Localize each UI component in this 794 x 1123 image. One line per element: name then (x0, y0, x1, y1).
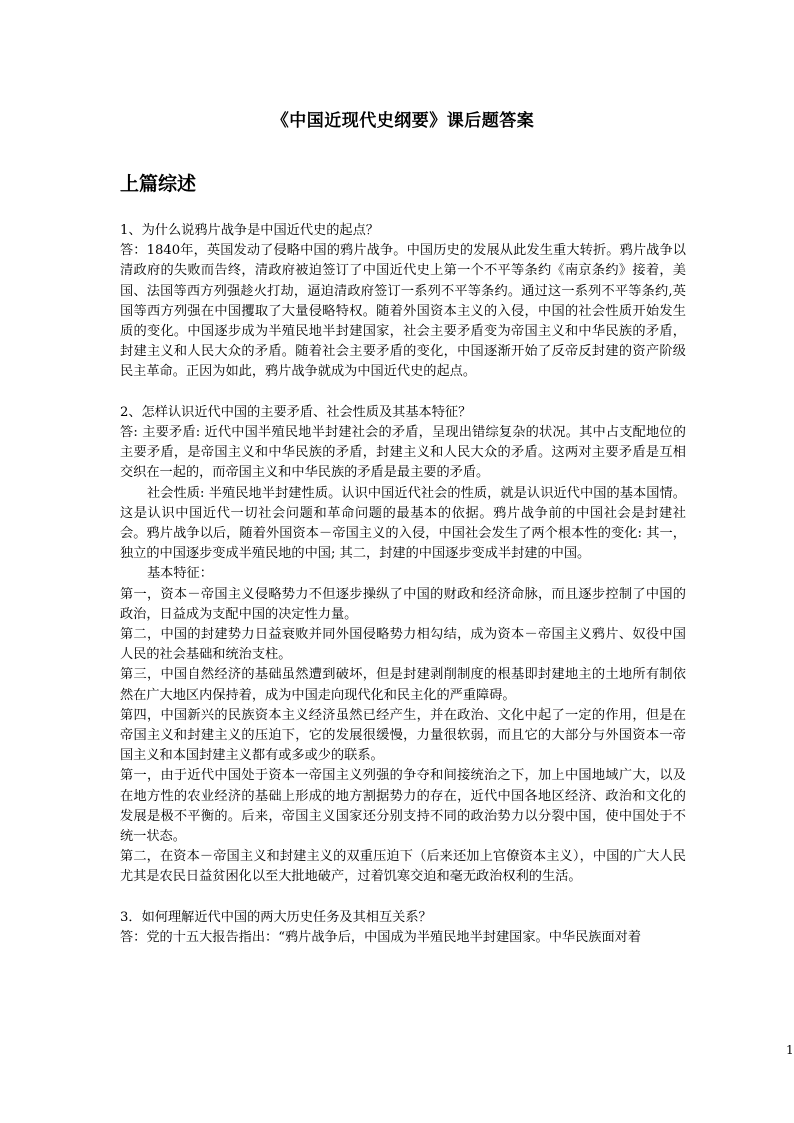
answer-2-social-nature: 社会性质: 半殖民地半封建性质。认识中国近代社会的性质，就是认识近代中国的基本国情。这是认识中国近代一切社会问题和革命问题的最基本的依据。鸦片战争前的中国社会是封建社会。鸦片战争以后，随着外国资本－帝国主义的入侵，中国社会发生了两个根本性的变化: 其一，独立的中国逐步变成半殖民地的中国; 其二，封建的中国逐步变成半封建的中国。 (120, 485, 686, 562)
feature-item: 第三，中国自然经济的基础虽然遭到破坏，但是封建剥削制度的根基即封建地主的土地所有制依然在广大地区内保持着，成为中国走向现代化和民主化的严重障碍。 (120, 667, 686, 703)
question-1: 1、为什么说鸦片战争是中国近代史的起点？ (120, 223, 379, 238)
feature-item: 第四，中国新兴的民族资本主义经济虽然已经产生，并在政治、文化中起了一定的作用，但是在帝国主义和封建主义的压迫下，它的发展很缓慢，力量很软弱，而且它的大部分与外国资本一帝国主义和本国封建主义都有或多或少的联系。 (120, 707, 686, 764)
document-body (120, 221, 686, 948)
feature-item: 第二，在资本－帝国主义和封建主义的双重压迫下（后来还加上官僚资本主义），中国的广大人民尤其是农民日益贫困化以至大批地破产，过着饥寒交迫和毫无政治权利的生活。 (120, 849, 686, 885)
answer-1: 答：1840年，英国发动了侵略中国的鸦片战争。中国历史的发展从此发生重大转折。鸦片战争以清政府的失败而告终，清政府被迫签订了中国近代史上第一个不平等条约《南京条约》接着，美国、法国等西方列强趁火打劫，逼迫清政府签订一系列不平等条约。通过这一系列不平等条约,英国等西方列强在中国攫取了大量侵略特权。随着外国资本主义的入侵，中国的社会性质开始发生质的变化。中国逐步成为半殖民地半封建国家，社会主要矛盾变为帝国主义和中华民族的矛盾，封建主义和人民大众的矛盾。随着社会主要矛盾的变化，中国逐渐开始了反帝反封建的资产阶级民主革命。正因为如此，鸦片战争就成为中国近代史的起点。 (120, 243, 686, 380)
question-2: 2、怎样认识近代中国的主要矛盾、社会性质及其基本特征？ (120, 404, 472, 420)
question-3: 3．如何理解近代中国的两大历史任务及其相互关系？ (120, 909, 432, 925)
section-heading: 上篇综述 (120, 173, 197, 195)
paragraph-gap (120, 888, 686, 908)
feature-item: 第二，中国的封建势力日益衰败并同外国侵略势力相勾结，成为资本－帝国主义鸦片、奴役中国人民的社会基础和统治支柱。 (120, 627, 686, 663)
feature-item: 第一，由于近代中国处于资本一帝国主义列强的争夺和间接统治之下，加上中国地域广大，以及在地方性的农业经济的基础上形成的地方割据势力的存在，近代中国各地区经济、政治和文化的发展是极不平衡的。后来，帝国主义国家还分别支持不同的政治势力以分裂中国，使中国处于不统一状态。 (120, 768, 686, 845)
feature-item: 第一，资本－帝国主义侵略势力不但逐步操纵了中国的财政和经济命脉，而且逐步控制了中国的政治，日益成为支配中国的决定性力量。 (120, 586, 686, 622)
answer-2-features-label: 基本特征： (147, 566, 213, 582)
answer-2-main-contradiction: 答: 主要矛盾: 近代中国半殖民地半封建社会的矛盾，呈现出错综复杂的状况。其中占支配地位的主要矛盾，是帝国主义和中华民族的矛盾，封建主义和人民大众的矛盾。这两对主要矛盾是互相交织在一起的，而帝国主义和中华民族的矛盾是最主要的矛盾。 (120, 425, 686, 481)
document-title: 《中国近现代史纲要》课后题答案 (271, 111, 535, 131)
page-number: 1 (786, 1043, 794, 1057)
paragraph-gap (120, 383, 686, 403)
answer-3: 答：党的十五大报告指出：“鸦片战争后，中国成为半殖民地半封建国家。中华民族面对着 (120, 930, 642, 946)
